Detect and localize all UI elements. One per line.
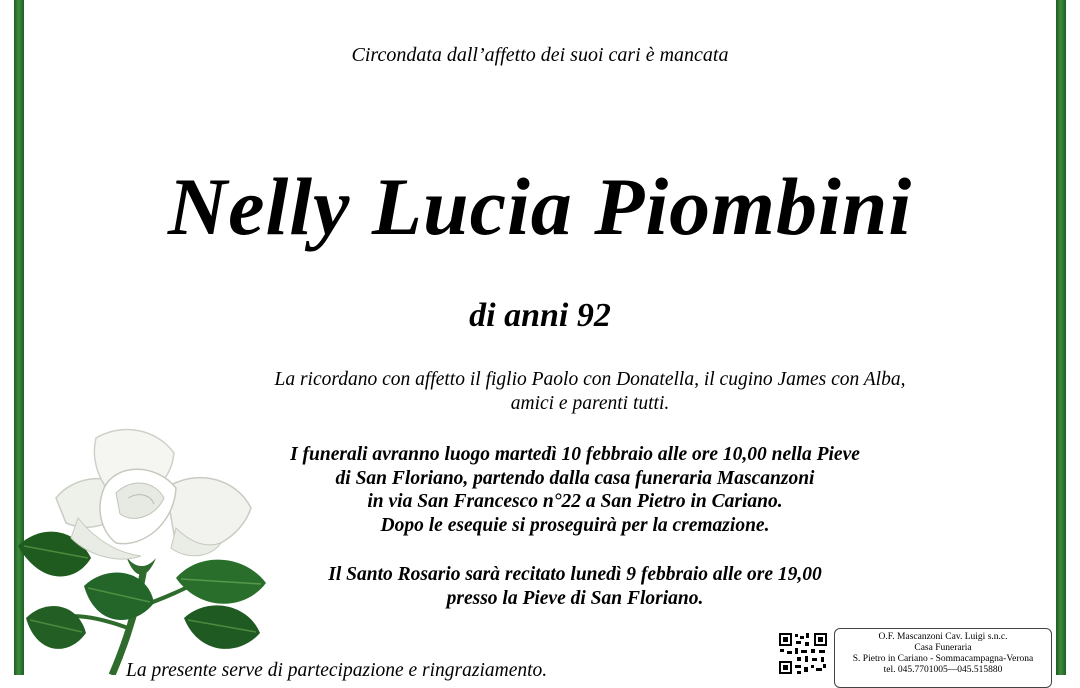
- funeral-line: in via San Francesco n°22 a San Pietro in Cariano.: [367, 491, 783, 512]
- right-green-border: [1056, 0, 1066, 675]
- notice-line: La presente serve di partecipazione e ringraziamento.: [126, 660, 548, 681]
- intro-line: Circondata dall’affetto dei suoi cari è mancata: [351, 44, 729, 66]
- qr-code-icon: [778, 632, 828, 675]
- agency-locations: S. Pietro in Cariano - Sommacampagna-Verona: [852, 654, 1034, 664]
- funeral-agency-box: [834, 628, 1052, 688]
- white-rose-icon: [16, 418, 286, 675]
- rosary-line: Il Santo Rosario sarà recitato lunedì 9 febbraio alle ore 19,00: [328, 564, 822, 585]
- agency-type: Casa Funeraria: [914, 643, 972, 653]
- funeral-paragraph: [200, 443, 950, 537]
- agency-name: O.F. Mascanzoni Cav. Luigi s.n.c.: [878, 632, 1008, 642]
- funeral-line: I funerali avranno luogo martedì 10 febbraio alle ore 10,00 nella Pieve: [290, 444, 860, 465]
- funeral-line: di San Floriano, partendo dalla casa funeraria Mascanzoni: [335, 467, 815, 489]
- remembrance-paragraph: [160, 368, 1020, 416]
- rosary-paragraph: [200, 563, 950, 610]
- agency-phone: tel. 045.7701005—045.515880: [883, 665, 1003, 675]
- funeral-line: Dopo le esequie si proseguirà per la cremazione.: [380, 514, 770, 536]
- rosary-line: presso la Pieve di San Floriano.: [446, 587, 704, 609]
- deceased-name: Nelly Lucia Piombini: [167, 161, 913, 252]
- deceased-age: di anni 92: [469, 297, 611, 334]
- remembrance-line: amici e parenti tutti.: [510, 393, 670, 414]
- remembrance-line: La ricordano con affetto il figlio Paolo con Donatella, il cugino James con Alba,: [274, 369, 906, 390]
